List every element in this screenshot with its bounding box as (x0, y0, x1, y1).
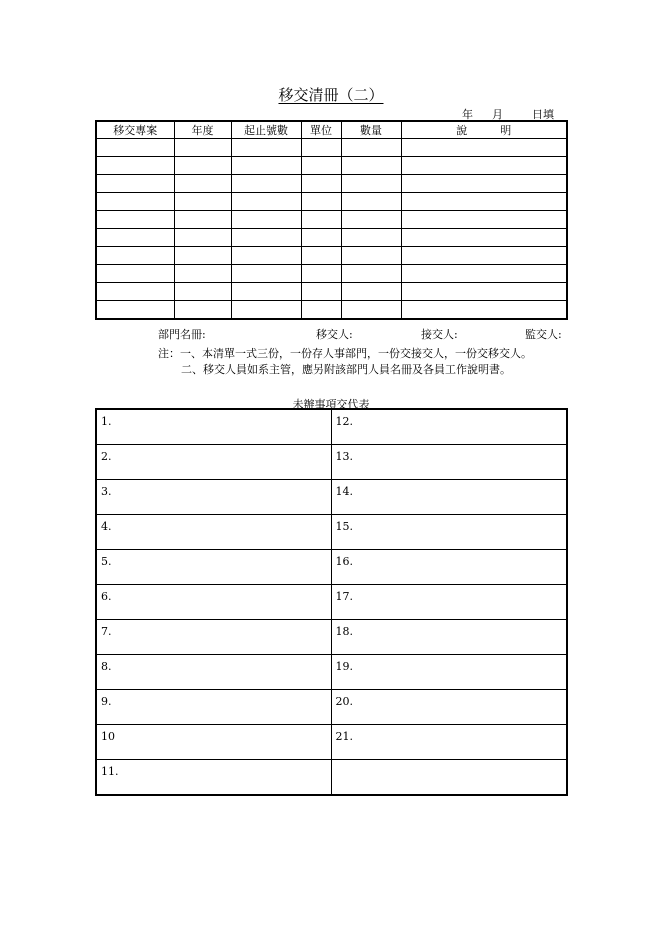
header-year: 年度 (174, 121, 231, 139)
handover-cell[interactable] (401, 175, 567, 193)
handover-cell[interactable] (231, 301, 301, 320)
handover-row (96, 157, 567, 175)
handover-cell[interactable] (341, 247, 401, 265)
pending-row (96, 585, 567, 620)
pending-row (96, 760, 567, 796)
handover-cell[interactable] (401, 193, 567, 211)
handover-cell[interactable] (174, 229, 231, 247)
handover-cell[interactable] (301, 139, 341, 157)
handover-body (96, 139, 567, 320)
handover-cell[interactable] (341, 301, 401, 320)
date-year-label: 年 (462, 108, 473, 121)
pending-row (96, 725, 567, 760)
pending-item-right[interactable]: 20. (331, 690, 567, 725)
handover-cell[interactable] (96, 283, 174, 301)
pending-item-left[interactable]: 2. (96, 445, 331, 480)
handover-row (96, 283, 567, 301)
handover-cell[interactable] (96, 193, 174, 211)
department-label: 部門名冊: (158, 328, 206, 341)
handover-cell[interactable] (231, 175, 301, 193)
handover-cell[interactable] (301, 247, 341, 265)
pending-item-left[interactable]: 7. (96, 620, 331, 655)
handover-cell[interactable] (174, 157, 231, 175)
handover-cell[interactable] (401, 157, 567, 175)
pending-item-right[interactable]: 19. (331, 655, 567, 690)
handover-cell[interactable] (174, 301, 231, 320)
pending-item-right[interactable]: 16. (331, 550, 567, 585)
handover-row (96, 229, 567, 247)
handover-cell[interactable] (301, 211, 341, 229)
handover-cell[interactable] (231, 265, 301, 283)
pending-item-left[interactable]: 10 (96, 725, 331, 760)
pending-item-right[interactable]: 18. (331, 620, 567, 655)
pending-row (96, 690, 567, 725)
handover-cell[interactable] (174, 211, 231, 229)
handover-cell[interactable] (341, 211, 401, 229)
handover-cell[interactable] (341, 265, 401, 283)
handover-table (95, 120, 568, 320)
handover-cell[interactable] (401, 265, 567, 283)
handover-cell[interactable] (301, 175, 341, 193)
handover-cell[interactable] (301, 193, 341, 211)
handover-cell[interactable] (341, 229, 401, 247)
note-2: 二、移交人員如系主管，應另附該部門人員名冊及各員工作說明書。 (181, 363, 511, 376)
pending-item-left[interactable]: 11. (96, 760, 331, 796)
handover-cell[interactable] (231, 139, 301, 157)
handover-cell[interactable] (401, 247, 567, 265)
pending-item-right[interactable]: 12. (331, 409, 567, 445)
receiver-label: 接交人: (421, 328, 458, 341)
handover-person-label: 移交人: (316, 328, 353, 341)
handover-cell[interactable] (301, 301, 341, 320)
handover-cell[interactable] (174, 139, 231, 157)
handover-cell[interactable] (96, 229, 174, 247)
pending-item-left[interactable]: 4. (96, 515, 331, 550)
header-number-range: 起止號數 (231, 121, 301, 139)
pending-item-right[interactable]: 14. (331, 480, 567, 515)
handover-cell[interactable] (174, 193, 231, 211)
handover-cell[interactable] (301, 265, 341, 283)
handover-header-row (96, 121, 567, 139)
handover-cell[interactable] (301, 157, 341, 175)
pending-item-right[interactable]: 21. (331, 725, 567, 760)
handover-cell[interactable] (341, 157, 401, 175)
pending-item-right[interactable]: 17. (331, 585, 567, 620)
pending-row (96, 550, 567, 585)
handover-cell[interactable] (231, 211, 301, 229)
handover-cell[interactable] (174, 283, 231, 301)
pending-item-left[interactable]: 1. (96, 409, 331, 445)
pending-item-left[interactable]: 8. (96, 655, 331, 690)
pending-row (96, 480, 567, 515)
pending-row (96, 445, 567, 480)
handover-cell[interactable] (174, 247, 231, 265)
handover-cell[interactable] (341, 139, 401, 157)
handover-cell[interactable] (341, 283, 401, 301)
note-1: 注：一、本清單一式三份，一份存人事部門，一份交接交人，一份交移交人。 (158, 347, 532, 360)
handover-cell[interactable] (231, 193, 301, 211)
handover-cell[interactable] (96, 139, 174, 157)
handover-cell[interactable] (174, 175, 231, 193)
pending-item-right[interactable] (331, 760, 567, 796)
header-item: 移交專案 (96, 121, 174, 139)
handover-cell[interactable] (301, 229, 341, 247)
pending-row (96, 409, 567, 445)
handover-cell[interactable] (401, 211, 567, 229)
supervisor-label: 監交人: (525, 328, 562, 341)
page-title: 移交清冊（二） (278, 86, 384, 104)
pending-item-left[interactable]: 9. (96, 690, 331, 725)
pending-body (96, 409, 567, 795)
pending-item-left[interactable]: 3. (96, 480, 331, 515)
handover-cell[interactable] (401, 229, 567, 247)
handover-row (96, 265, 567, 283)
handover-cell[interactable] (231, 157, 301, 175)
handover-cell[interactable] (231, 283, 301, 301)
handover-cell[interactable] (96, 247, 174, 265)
pending-item-right[interactable]: 13. (331, 445, 567, 480)
handover-row (96, 301, 567, 320)
handover-row (96, 139, 567, 157)
handover-cell[interactable] (401, 301, 567, 320)
handover-cell[interactable] (96, 157, 174, 175)
handover-cell[interactable] (341, 193, 401, 211)
handover-row (96, 247, 567, 265)
handover-row (96, 193, 567, 211)
handover-cell[interactable] (96, 211, 174, 229)
date-day-fill-label: 日填 (532, 108, 554, 121)
handover-cell[interactable] (231, 229, 301, 247)
pending-row (96, 655, 567, 690)
handover-cell[interactable] (301, 283, 341, 301)
handover-cell[interactable] (96, 265, 174, 283)
handover-row (96, 211, 567, 229)
pending-item-left[interactable]: 5. (96, 550, 331, 585)
date-month-label: 月 (492, 108, 503, 121)
handover-cell[interactable] (96, 175, 174, 193)
handover-cell[interactable] (96, 301, 174, 320)
pending-row (96, 620, 567, 655)
pending-items-table (95, 408, 568, 796)
pending-item-right[interactable]: 15. (331, 515, 567, 550)
pending-table-title: 未辦事項交代表 (292, 398, 370, 411)
pending-row (96, 515, 567, 550)
header-unit: 單位 (301, 121, 341, 139)
pending-item-left[interactable]: 6. (96, 585, 331, 620)
handover-cell[interactable] (341, 175, 401, 193)
handover-cell[interactable] (401, 283, 567, 301)
header-quantity: 數量 (341, 121, 401, 139)
handover-cell[interactable] (174, 265, 231, 283)
handover-row (96, 175, 567, 193)
handover-cell[interactable] (231, 247, 301, 265)
header-description: 說 明 (401, 121, 567, 139)
handover-cell[interactable] (401, 139, 567, 157)
